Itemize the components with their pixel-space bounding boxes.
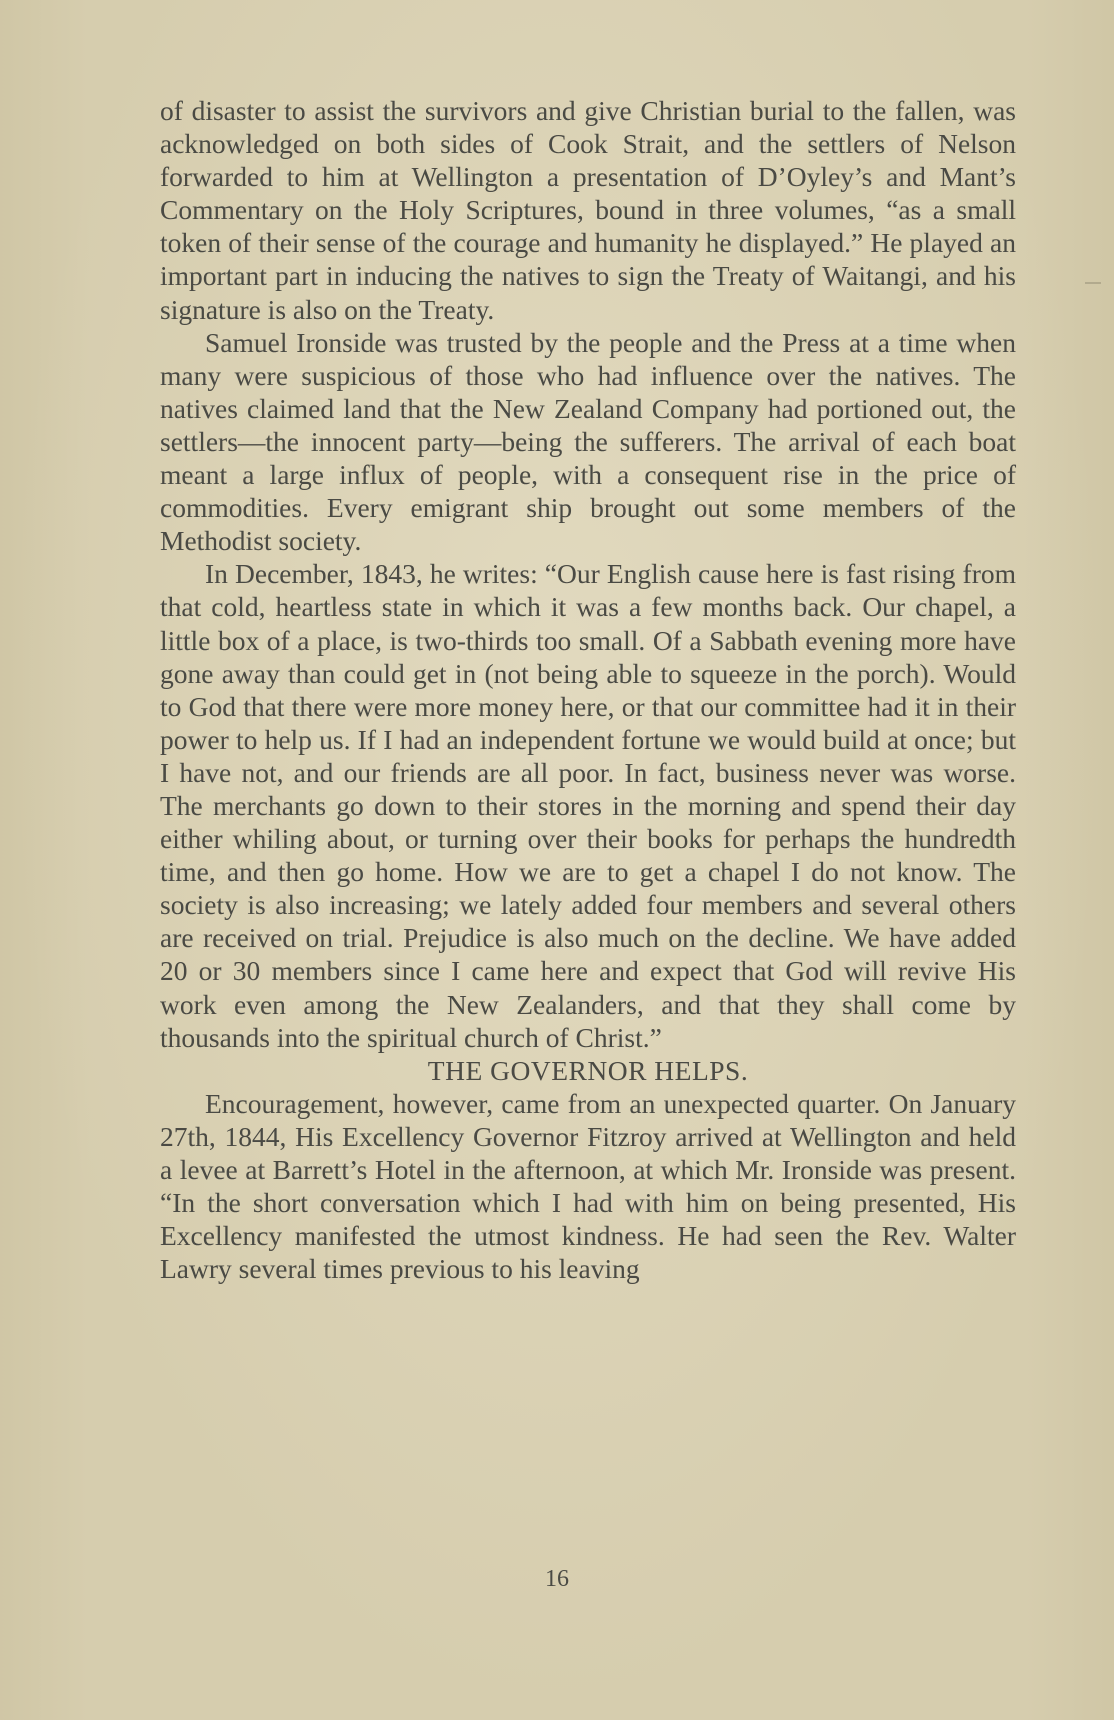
section-heading: THE GOVERNOR HELPS. xyxy=(427,1054,749,1086)
page-number: 16 xyxy=(545,1566,569,1592)
body-text xyxy=(160,94,1016,1285)
paragraph-december-letter: In December, 1843, he writes: “Our English cause here is fast rising from that cold, heartless state in which it was a few months back. Our chapel, a little box of a place, is two-thirds too small. Of a Sabbath evening more have gone away than could get in (not being able to squeeze in the porch). Would to God that there were more money here, or that our committee had it in their power to help us. If I had an independent fortune we would build at once; but I have not, and our friends are all poor. In fact, business never was worse. The merchants go down to their stores in the morning and spend their day either whiling about, or turning over their books for perhaps the hundredth time, and then go home. How we are to get a chapel I do not know. The society is also increasing; we lately added four members and several others are received on trial. Prejudice is also much on the decline. We have added 20 or 30 members since I came here and expect that God will revive His work even among the New Zealanders, and that they shall come by thousands into the spiritual church of Christ.” xyxy=(160,558,1016,1053)
paragraph-ironside-trusted: Samuel Ironside was trusted by the people and the Press at a time when many were suspicious of those who had influence over the natives. The natives claimed land that the New Zealand Company had portioned out, the settlers—the innocent party—being the sufferers. The arrival of each boat meant a large influx of people, with a consequent rise in the price of commodities. Every emigrant ship brought out some members of the Methodist society. xyxy=(160,326,1016,557)
paragraph-encouragement: Encouragement, however, came from an unexpected quarter. On January 27th, 1844, His Excellency Governor Fitzroy arrived at Wellington and held a levee at Barrett’s Hotel in the afternoon, at which Mr. Ironside was present. “In the short conversation which I had with him on being presented, His Excellency manifested the utmost kindness. He had seen the Rev. Walter Lawry several times previous to his leaving xyxy=(160,1087,1016,1285)
margin-mark xyxy=(1085,282,1101,284)
paragraph-continued: of disaster to assist the survivors and give Christian burial to the fallen, was acknowledged on both sides of Cook Strait, and the settlers of Nelson forwarded to him at Wellington a presentation of D’Oyley’s and Mant’s Commentary on the Holy Scriptures, bound in three volumes, “as a small token of their sense of the courage and humanity he displayed.” He played an important part in inducing the natives to sign the Treaty of Waitangi, and his signature is also on the Treaty. xyxy=(160,95,1016,325)
